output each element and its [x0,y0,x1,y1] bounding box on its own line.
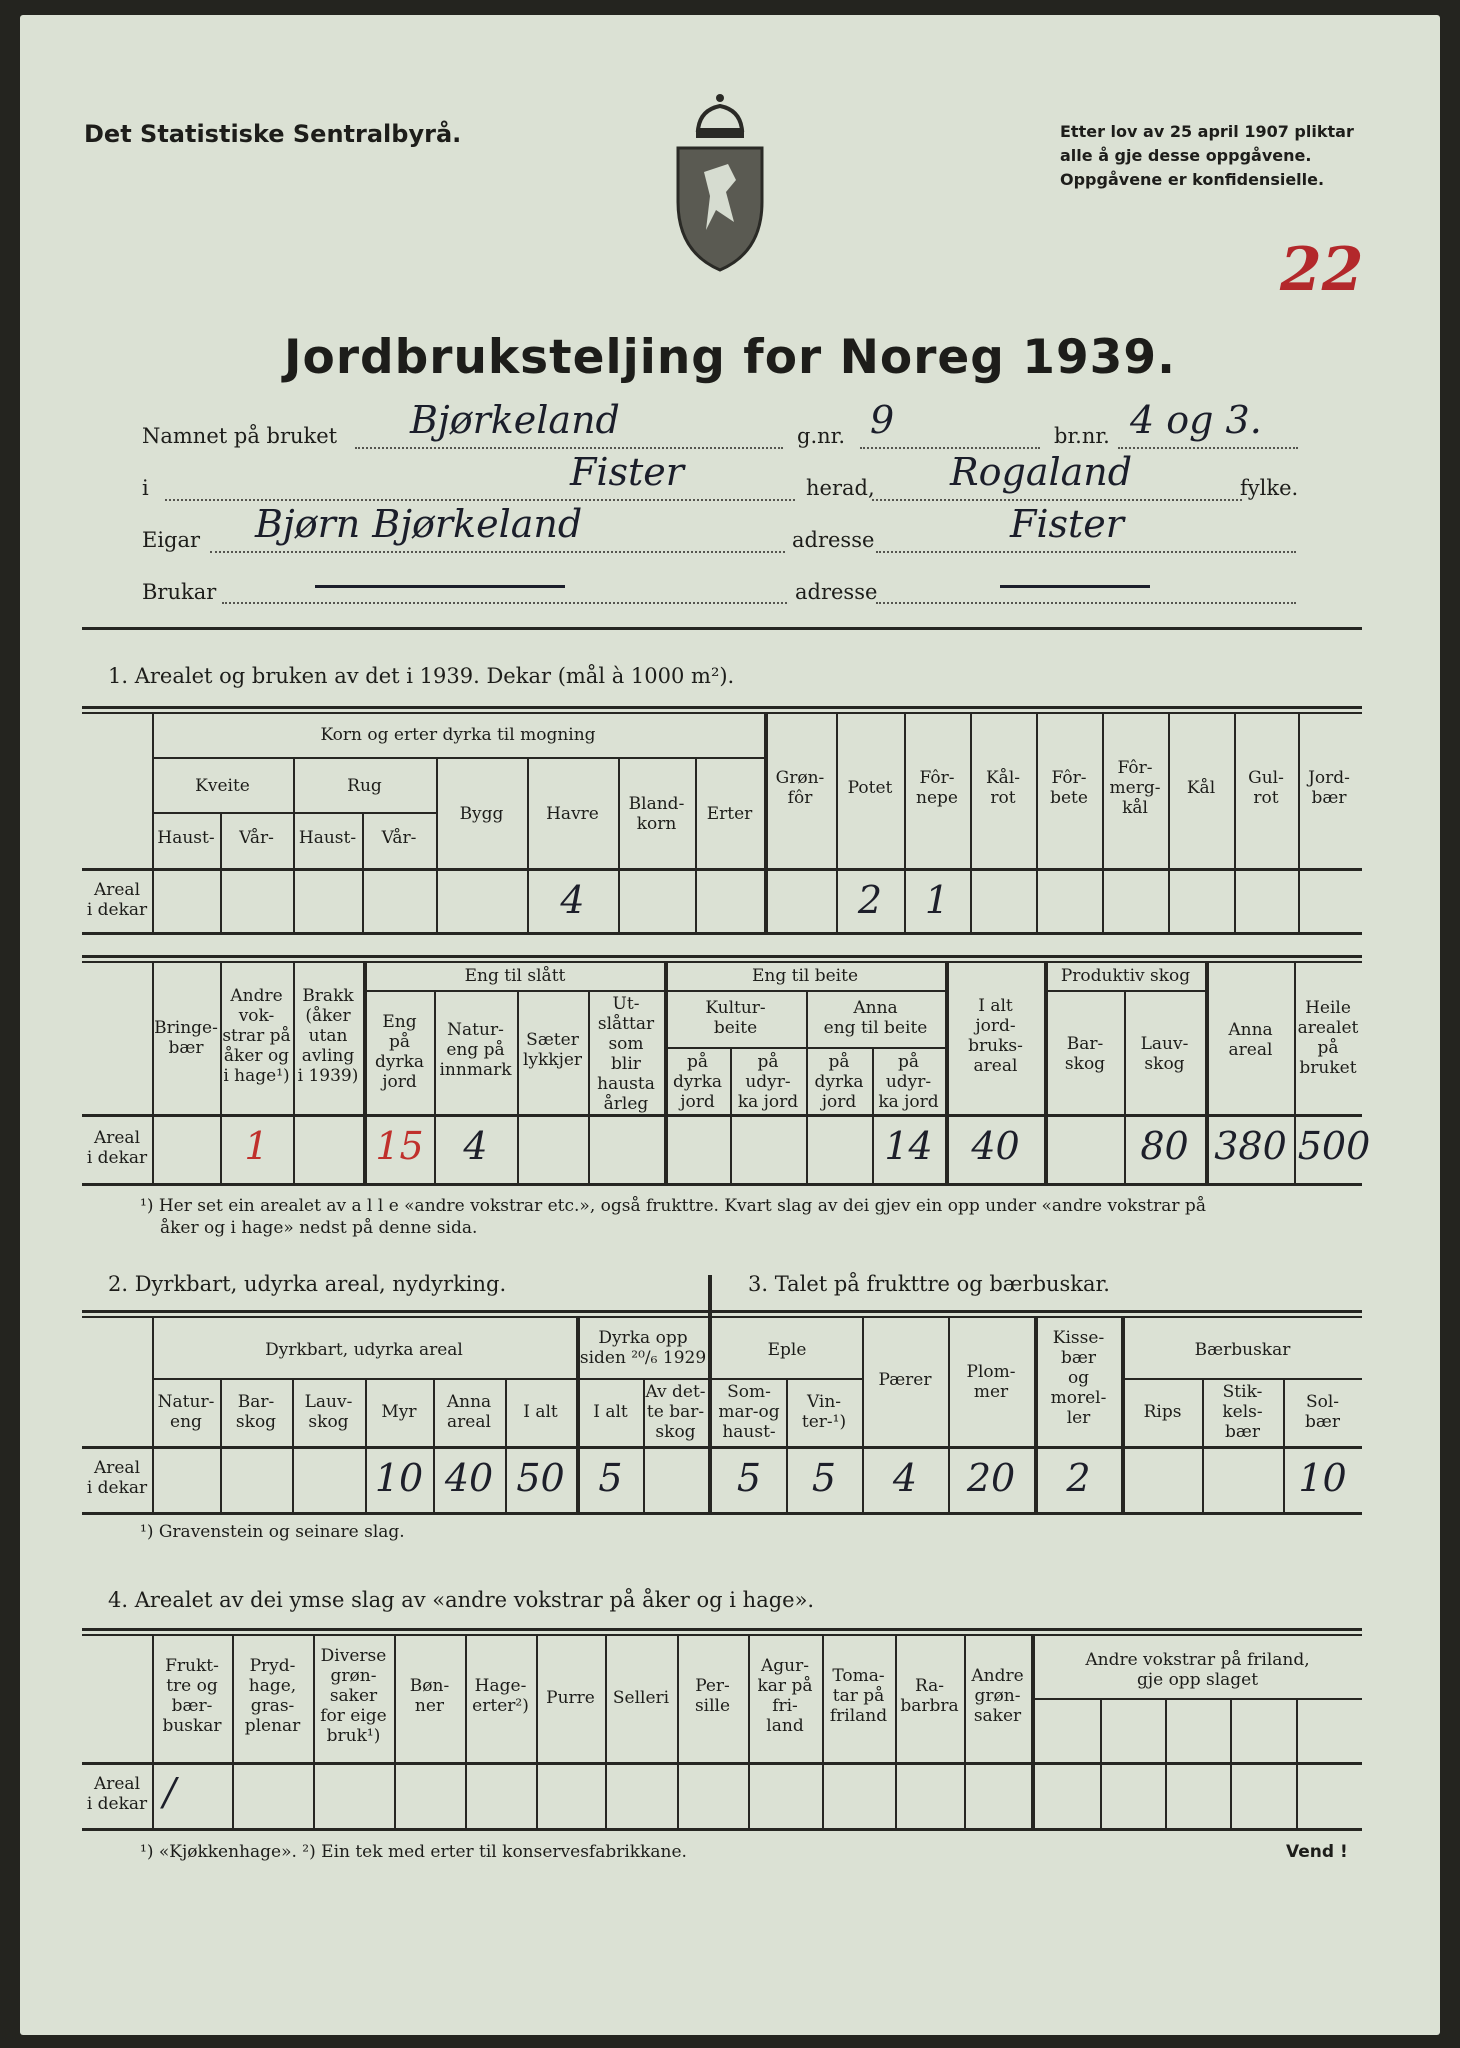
s2-barskog: Bar- skog [235,1392,277,1432]
solbaer-header: Sol- bær [1305,1392,1340,1432]
row-label: Areal i dekar [86,1458,148,1498]
t4-v [465,1634,467,1828]
formergkal-header: Fôr- merg- kål [1109,758,1161,818]
s2-dyrka-value: 5 [598,1456,623,1500]
t1b-beite-sub [665,1047,945,1049]
t2-head-bottom [82,1446,1362,1449]
t1a-bottom [82,932,1362,935]
t4-v [1230,1698,1232,1828]
municipality-value: Fister [570,450,684,494]
t1a-v [436,757,438,932]
frukt-header: Frukt- tre og bær- buskar [162,1656,222,1736]
bringebaer-header: Bringe- bær [154,1018,218,1058]
t1b-top [82,955,1362,958]
owner-address-value: Fister [1010,502,1124,546]
kulturbeite-header: Kultur- beite [705,998,766,1038]
municipality-prefix: i [142,476,149,500]
legal-notice: Etter lov av 25 april 1907 pliktar alle å gje desse oppgåvene. Oppgåvene er konfidensielle. [1060,122,1354,189]
bygg-header: Bygg [459,804,504,824]
havre-value: 4 [560,878,585,922]
t1b-top2 [82,961,1362,963]
eng-dyrka-value: 15 [375,1124,424,1168]
dyrkbart-header: Dyrkbart, udyrka areal [265,1340,463,1360]
tomatar-header: Toma- tar på friland [829,1666,888,1726]
frukt-value: / [163,1770,176,1814]
t4-v [536,1634,538,1828]
user-address-label: adresse [795,580,878,604]
t1a-top [82,706,1362,709]
fornepe-value: 1 [924,878,950,922]
sommar-value: 5 [736,1456,762,1500]
kultur-dyrka: på dyrka jord [672,1052,723,1112]
anna-dyrka: på dyrka jord [814,1052,864,1112]
andre-gronsaker-header: Andre grøn- saker [971,1666,1024,1726]
eple-header: Eple [767,1340,807,1360]
kveite-header: Kveite [195,776,250,796]
s2-naturen: Natur- eng [157,1392,215,1432]
eng-dyrka-header: Eng på dyrka jord [374,1012,425,1092]
kisse-value: 2 [1066,1456,1091,1500]
t4-v [822,1634,824,1828]
county-line [872,497,1242,501]
kal-header: Kål [1186,778,1216,798]
t1b-v [152,961,154,1183]
owner-line [210,549,785,553]
lauvskog-header: Lauv- skog [1140,1034,1189,1074]
owner-value: Bjørn Bjørkeland [255,502,583,546]
sommar-header: Som- mar-og haust- [718,1382,780,1442]
t4-andre-line [1033,1698,1362,1700]
agurkar-header: Agur- kar på fri- land [757,1656,813,1736]
t4-head-bottom [82,1762,1362,1765]
eng-beite-header: Eng til beite [751,966,859,986]
heile-header: Heile arealet på bruket [1297,998,1359,1078]
i-alt-header: I alt jord- bruks- areal [968,996,1023,1076]
row-label: Areal i dekar [86,1128,148,1168]
forbete-header: Fôr- bete [1050,768,1088,808]
persille-header: Per- sille [694,1676,731,1716]
kalrot-header: Kål- rot [985,768,1021,808]
divider [82,627,1362,630]
farm-name-label: Namnet på bruket [142,424,338,448]
myr-value: 10 [374,1456,424,1500]
eng-slatt-header: Eng til slått [464,966,566,986]
t1a-v [1168,712,1170,932]
s2-dyrka-ialt: I alt [593,1402,628,1422]
user-line [222,600,787,604]
footnote-1b: åker og i hage» nedst på denne sida. [160,1218,478,1238]
kveite-haust: Haust- [157,828,215,848]
t3-baer-sub [1123,1378,1362,1380]
bonner-header: Bøn- ner [409,1676,450,1716]
rug-haust: Haust- [298,828,357,848]
t2-top2 [82,1316,1362,1318]
baerbuskar-header: Bærbuskar [1194,1340,1291,1360]
diverse-header: Diverse grøn- saker for eige bruk¹) [320,1646,387,1746]
t2-bottom [82,1512,1362,1515]
solbaer-value: 10 [1298,1456,1347,1500]
kveite-var: Vår- [239,828,274,848]
owner-label: Eigar [142,528,201,552]
fornepe-header: Fôr- nepe [916,768,958,808]
korn-group-header: Korn og erter dyrka til mogning [320,725,596,745]
havre-header: Havre [546,804,599,824]
t2-sub-line [152,1378,576,1380]
t1a-v [1234,712,1236,932]
prydhage-header: Pryd- hage, gras- plenar [244,1656,301,1736]
t4-v [1165,1698,1167,1828]
andre-value: 1 [244,1124,269,1168]
county-label: fylke. [1240,476,1299,500]
red-number-mark: 22 [1280,235,1364,305]
t4-bottom [82,1828,1362,1831]
heile-value: 500 [1297,1124,1371,1168]
t2-top [82,1310,1362,1313]
t1a-v [764,712,768,932]
andre-friland-header: Andre vokstrar på friland, gje opp slaget [1085,1650,1310,1690]
user-address-line [876,600,1296,604]
utslattar-header: Ut- slåttar som blir hausta årleg [597,994,655,1114]
paerer-header: Pærer [878,1370,932,1390]
section-1-heading: 1. Arealet og bruken av det i 1939. Dekar (mål à 1000 m²). [108,664,735,688]
t1b-bottom [82,1183,1362,1186]
t4-top2 [82,1634,1362,1636]
t1a-v [618,757,620,932]
section-4-heading: 4. Arealet av dei ymse slag av «andre vokstrar på åker og i hage». [108,1588,815,1612]
county-value: Rogaland [950,450,1133,494]
brnr-line [1118,445,1298,449]
t1a-korn-line [152,757,764,759]
barskog-header: Bar- skog [1064,1034,1106,1074]
hageerter-header: Hage- erter²) [472,1676,529,1716]
gulrot-header: Gul- rot [1248,768,1284,808]
t4-v [394,1634,396,1828]
brnr-value: 4 og 3. [1130,398,1262,442]
s2-dyrka-barskog: Av det- te bar- skog [645,1382,706,1442]
coat-of-arms-icon [670,92,770,272]
s2-myr: Myr [381,1402,417,1422]
vinter-value: 5 [811,1456,837,1500]
rug-var: Vår- [381,828,417,848]
kisse-header: Kisse- bær og morel- ler [1050,1328,1107,1428]
user-label: Brukar [142,580,217,604]
rabarbra-header: Ra- barbra [900,1676,959,1716]
user-address-dash-mark [1000,585,1150,588]
kultur-udyrka: på udyr- ka jord [737,1052,799,1112]
potet-value: 2 [857,878,883,922]
t1a-top2 [82,712,1362,714]
section-3-heading: 3. Talet på frukttre og bærbuskar. [748,1272,1110,1296]
turn-over-note: Vend ! [1286,1842,1348,1862]
s2-anna-value: 40 [444,1456,494,1500]
t4-v [964,1634,966,1828]
owner-address-line [876,549,1296,553]
i-alt-value: 40 [971,1124,1020,1168]
municipality-label: herad, [806,476,875,500]
naturen-header: Natur- eng på innmark [439,1020,512,1080]
footnote-4: ¹) «Kjøkkenhage». ²) Ein tek med erter til konservesfabrikkane. [140,1842,687,1862]
farm-name-value: Bjørkeland [410,398,620,442]
t1a-v [1298,712,1300,932]
t4-v [605,1634,607,1828]
paerer-value: 4 [892,1456,918,1500]
t1a-v [695,757,697,932]
footnote-2: ¹) Gravenstein og seinare slag. [140,1522,405,1542]
jordbaer-header: Jord- bær [1308,768,1350,808]
section-2-heading: 2. Dyrkbart, udyrka areal, nydyrking. [108,1272,507,1296]
saeter-header: Sæter lykkjer [522,1030,583,1070]
erter-header: Erter [706,804,753,824]
s2-ialt-value: 50 [516,1456,565,1500]
rips-header: Rips [1143,1402,1182,1422]
brnr-label: br.nr. [1054,424,1110,448]
row-label: Areal i dekar [86,1774,148,1814]
brakk-header: Brakk (åker utan avling i 1939) [297,986,359,1086]
owner-address-label: adresse [792,528,875,552]
s2-lauvskog: Lauv- skog [304,1392,353,1432]
gnr-label: g.nr. [797,424,846,448]
t4-top [82,1628,1362,1631]
t1a-v [1036,712,1038,932]
plommer-header: Plom- mer [966,1362,1016,1402]
t4-v [677,1634,679,1828]
t4-v [1100,1698,1102,1828]
blandkorn-header: Bland- korn [628,794,685,834]
andre-header: Andre vok- strar på åker og i hage¹) [222,986,291,1086]
s2-anna: Anna areal [446,1392,492,1432]
t1b-v [517,990,519,1183]
gronfor-header: Grøn- fôr [775,768,825,808]
gnr-value: 9 [870,398,895,442]
produktiv-skog-header: Produktiv skog [1060,966,1191,986]
plommer-value: 20 [966,1456,1016,1500]
t1a-v [1102,712,1104,932]
t1a-v [152,712,154,932]
stikkels-header: Stik- kels- bær [1222,1382,1263,1442]
anna-udyrka-value: 14 [884,1124,933,1168]
t1b-head-bottom [82,1114,1362,1117]
lauvskog-value: 80 [1140,1124,1189,1168]
t4-v [1296,1698,1298,1828]
farm-name-line [355,445,783,449]
footnote-1: ¹) Her set ein arealet av a l l e «andre vokstrar etc.», også frukttre. Kvart slag av dei gjev ein opp under «andre vokstrar på [140,1196,1206,1216]
gnr-line [860,445,1040,449]
anna-eng-header: Anna eng til beite [823,998,928,1038]
rug-header: Rug [347,776,382,796]
publisher-name: Det Statistiske Sentralbyrå. [84,120,462,148]
t1b-beite-line [665,990,945,992]
purre-header: Purre [546,1688,595,1708]
s2-ialt: I alt [523,1402,558,1422]
anna-udyrka: på udyr- ka jord [878,1052,939,1112]
t1a-head-bottom [82,868,1362,871]
municipality-line [165,497,795,501]
naturen-value: 4 [463,1124,488,1168]
vinter-header: Vin- ter-¹) [801,1392,847,1432]
page-title: Jordbruksteljing for Noreg 1939. [284,330,1176,385]
row-label: Areal i dekar [86,880,148,920]
selleri-header: Selleri [612,1688,670,1708]
dyrka-opp-header: Dyrka opp siden ²⁰/₆ 1929 [579,1328,707,1368]
t1b-slatt-line [365,990,665,992]
t1a-v [970,712,972,932]
anna-areal-value: 380 [1214,1124,1287,1168]
anna-areal-header: Anna areal [1228,1020,1273,1060]
t4-v [895,1634,897,1828]
user-dash-mark [315,585,565,588]
potet-header: Potet [847,778,893,798]
